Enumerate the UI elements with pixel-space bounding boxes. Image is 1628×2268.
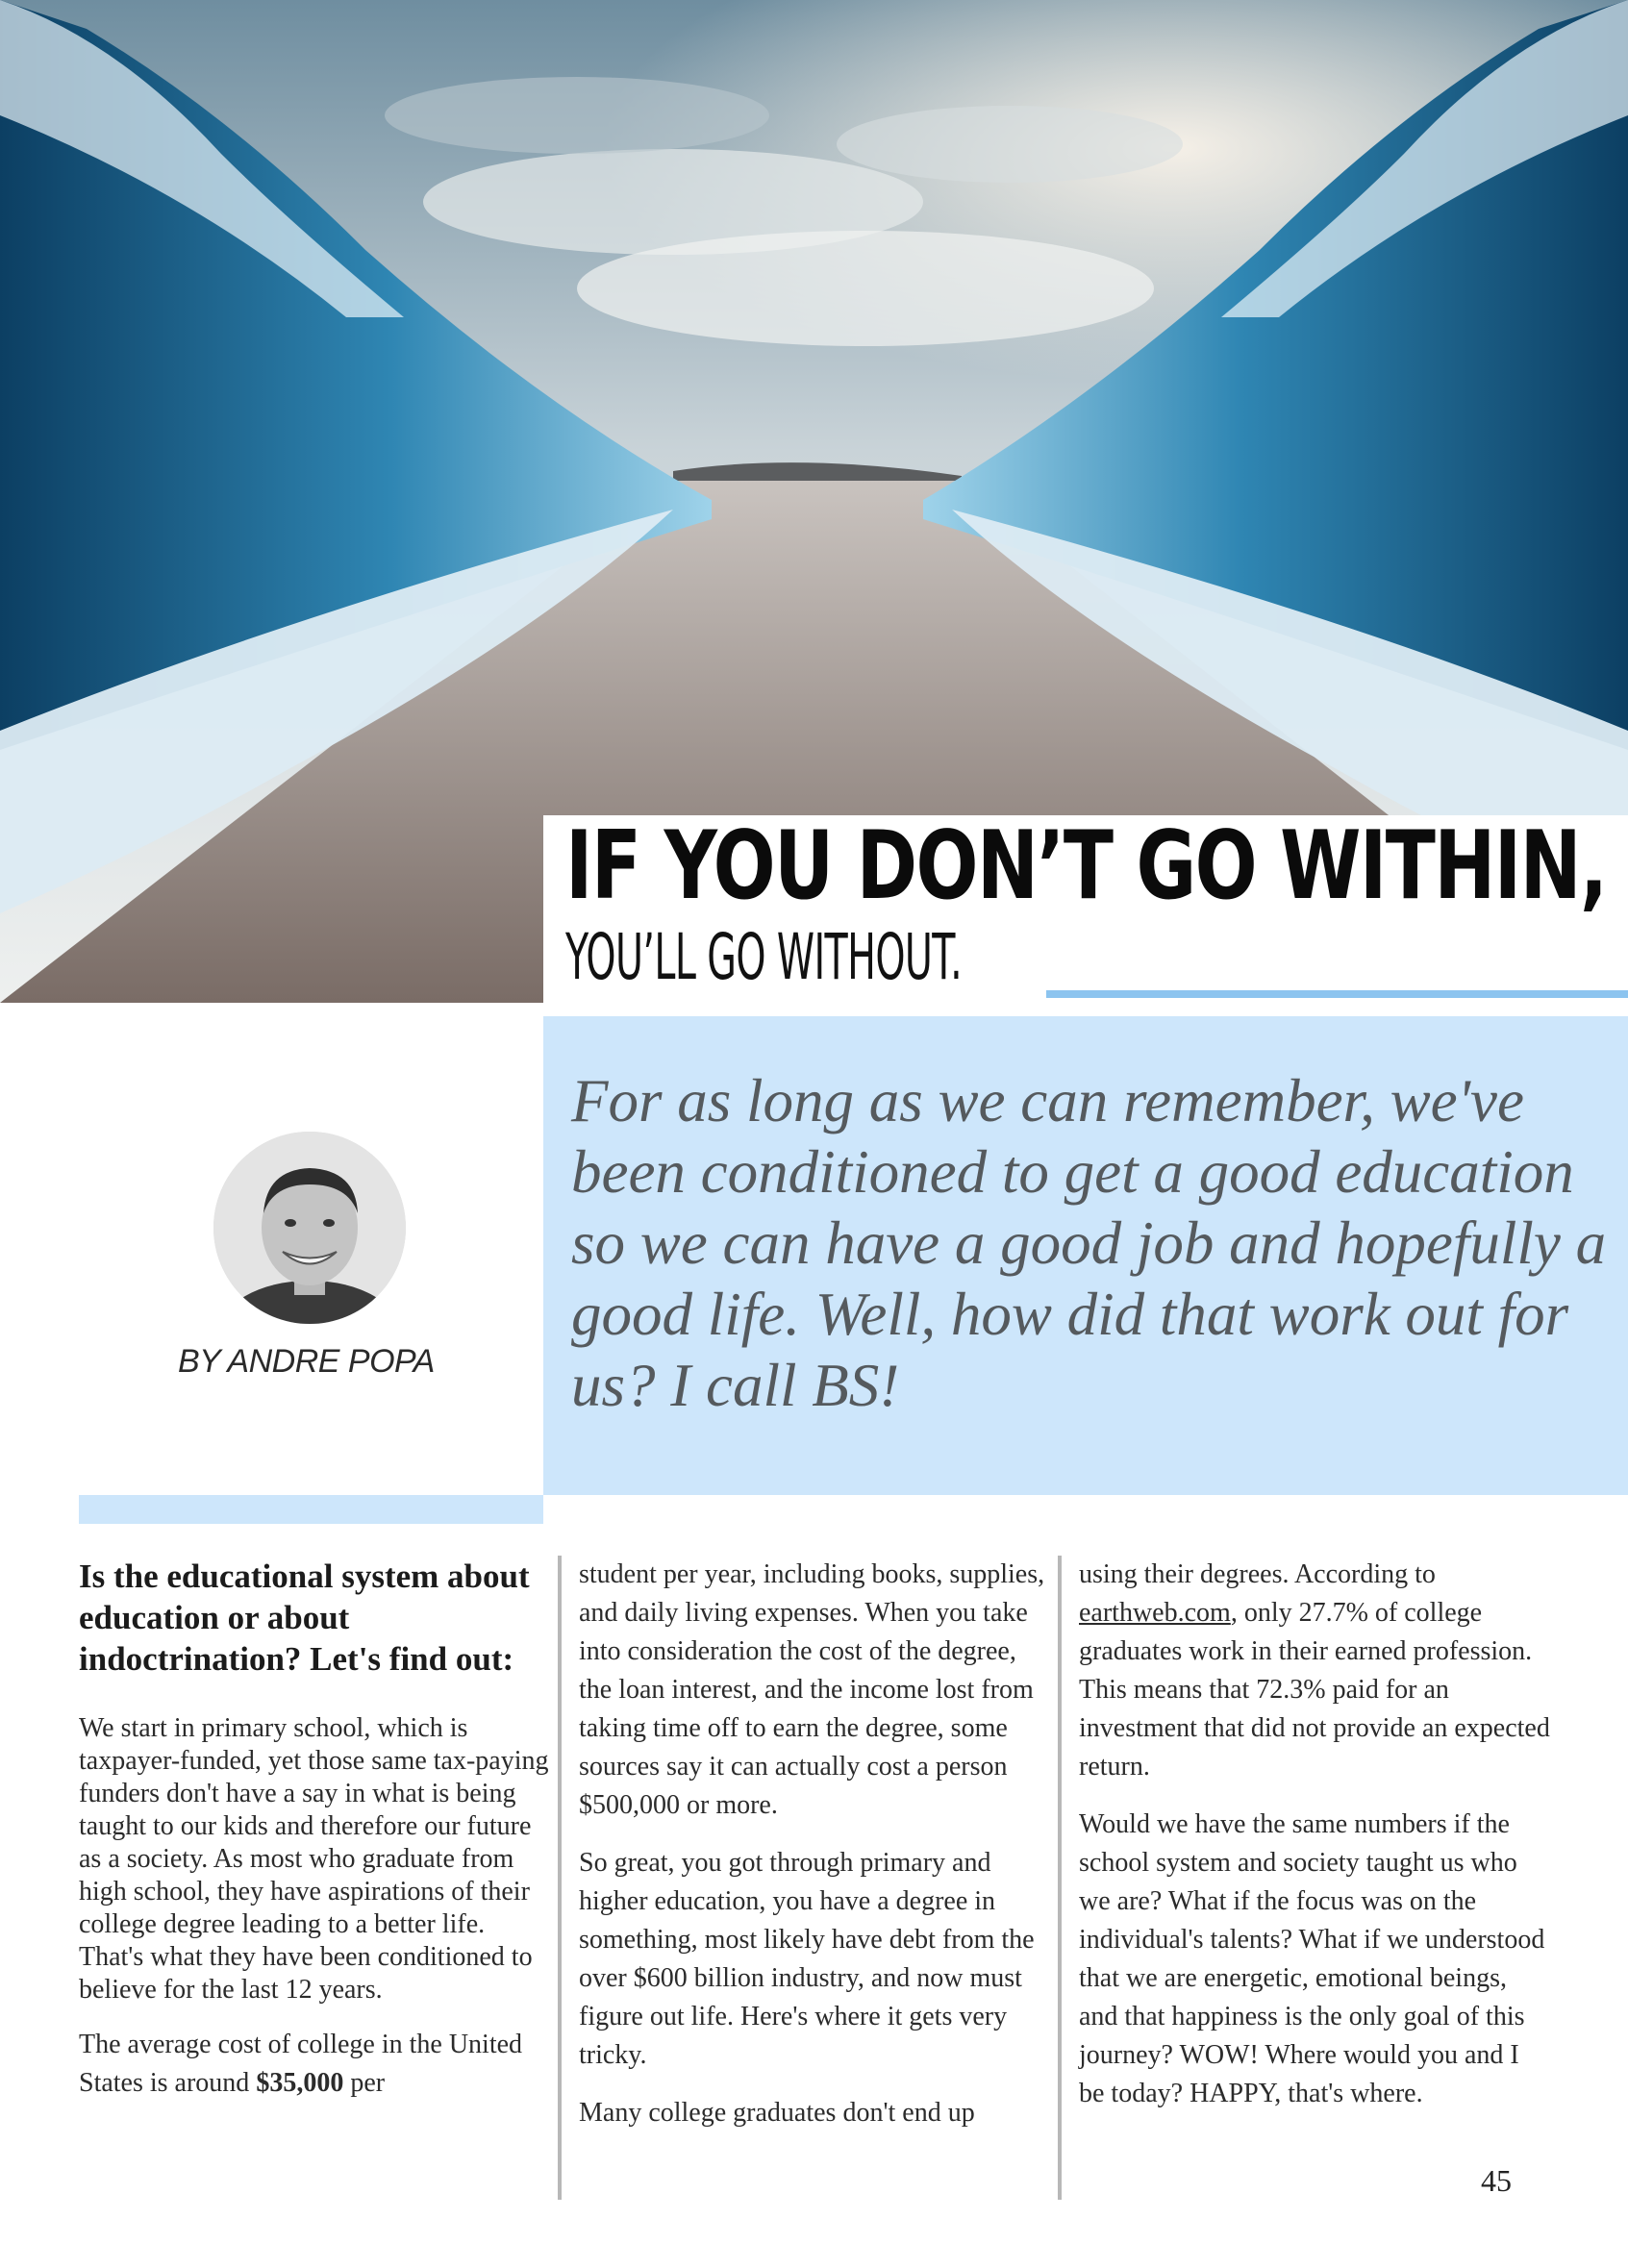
column-divider [558, 1556, 562, 2200]
body-column-3 [1079, 1556, 1550, 2132]
column-divider [1058, 1556, 1062, 2200]
paragraph: Many college graduates don't end up [579, 2098, 975, 2128]
text-run: per [343, 2068, 386, 2098]
paragraph: Would we have the same numbers if the school system and society taught us who we are? What if the focus was on the individual's talents? What if we understood that we are energetic, emotional beings, and that happiness is the only goal of this journey? WOW! Where would you and I be today? HAPPY, that's where. [1079, 1809, 1545, 2108]
section-accent-bar [79, 1495, 543, 1524]
paragraph: We start in primary school, which is taxpayer-funded, yet those same tax-paying funders don't have a say in what is being taught to our kids and therefore our future as a society. As most who graduate from high school, they have aspirations of their college degree leading to a better life. That's what they have been conditioned to believe for the last 12 years. [79, 1713, 549, 2005]
bold-text: $35,000 [256, 2068, 344, 2098]
page-number: 45 [1481, 2163, 1512, 2198]
title-underline [1046, 990, 1628, 998]
text-run: , only 27.7% of college graduates work in their earned profession. This means that 72.3% paid for an investment that did not provide an expected return. [1079, 1598, 1550, 1782]
paragraph: So great, you got through primary and higher education, you have a degree in something, most likely have debt from the over $600 billion industry, and now must figure out life. Here's where it gets very tricky. [579, 1848, 1035, 2070]
body-column-2 [579, 1556, 1050, 2152]
text-run: using their degrees. According to [1079, 1559, 1436, 1589]
paragraph: student per year, including books, supplies, and daily living expenses. When you take into consideration the cost of the degree, the loan interest, and the income lost from taking time off to earn the degree, some sources say it can actually cost a person $500,000 or more. [579, 1559, 1045, 1820]
body-column-1 [79, 1556, 550, 2122]
paragraph [79, 2026, 550, 2103]
pull-quote: For as long as we can remember, we've been conditioned to get a good education so we can have a good job and hopefully a good life. Well, how did that work out for us? I call BS! [571, 1067, 1607, 1419]
section-subhead: Is the educational system about education or about indoctrination? Let's find out: [79, 1558, 530, 1678]
earthweb-link[interactable]: earthweb.com [1079, 1598, 1231, 1628]
author-byline: BY ANDRE POPA [178, 1343, 435, 1380]
author-avatar [213, 1132, 406, 1324]
text-run: The average cost of college in the United States is around [79, 2030, 523, 2098]
article-title: IF YOU DON’T GO WITHIN, [565, 811, 1607, 921]
paragraph [1079, 1556, 1550, 1786]
article-subtitle: YOU’LL GO WITHOUT. [565, 920, 963, 994]
